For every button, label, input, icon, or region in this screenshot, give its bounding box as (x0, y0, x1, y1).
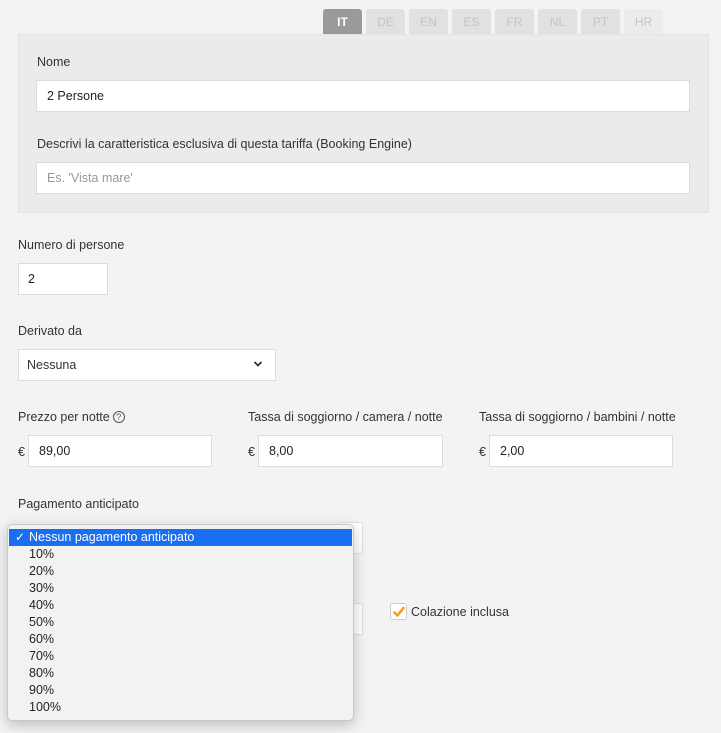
derived-select-value: Nessuna (27, 358, 77, 372)
tab-hr[interactable]: HR (624, 9, 663, 34)
tab-nl[interactable]: NL (538, 9, 577, 34)
dropdown-option[interactable]: 80% (29, 666, 55, 680)
derived-select[interactable] (18, 349, 276, 381)
tax-room-input[interactable]: 8,00 (258, 435, 443, 467)
derived-label: Derivato da (18, 324, 82, 338)
check-icon: ✓ (15, 530, 26, 544)
help-icon[interactable]: ? (113, 411, 125, 423)
tax-children-input[interactable]: 2,00 (489, 435, 673, 467)
name-label: Nome (37, 55, 71, 69)
tab-pt[interactable]: PT (581, 9, 620, 34)
tab-de[interactable]: DE (366, 9, 405, 34)
tab-fr[interactable]: FR (495, 9, 534, 34)
tax-children-currency: € (479, 445, 486, 459)
breakfast-label: Colazione inclusa (411, 605, 509, 619)
prepayment-label: Pagamento anticipato (18, 497, 139, 511)
tax-room-currency: € (248, 445, 255, 459)
price-label-text: Prezzo per notte (18, 410, 110, 424)
dropdown-option[interactable]: 90% (29, 683, 55, 697)
dropdown-option[interactable]: 50% (29, 615, 55, 629)
dropdown-option[interactable] (9, 529, 352, 546)
language-tabs (323, 9, 663, 34)
dropdown-option[interactable]: 100% (29, 700, 61, 714)
tab-it[interactable]: IT (323, 9, 362, 34)
description-label: Descrivi la caratteristica esclusiva di questa tariffa (Booking Engine) (37, 137, 412, 151)
description-input[interactable]: Es. 'Vista mare' (36, 162, 690, 194)
persons-label: Numero di persone (18, 238, 125, 252)
dropdown-option[interactable]: 40% (29, 598, 55, 612)
price-label (18, 410, 125, 424)
persons-input[interactable]: 2 (18, 263, 108, 295)
tab-es[interactable]: ES (452, 9, 491, 34)
prepayment-dropdown (7, 524, 354, 721)
price-input[interactable]: 89,00 (28, 435, 212, 467)
checkmark-icon (392, 605, 406, 619)
dropdown-option[interactable]: 20% (29, 564, 55, 578)
tax-children-label: Tassa di soggiorno / bambini / notte (479, 410, 676, 424)
name-input[interactable]: 2 Persone (36, 80, 690, 112)
dropdown-option[interactable]: 30% (29, 581, 55, 595)
dropdown-option-label: Nessun pagamento anticipato (29, 530, 195, 544)
dropdown-option[interactable]: 60% (29, 632, 55, 646)
chevron-down-icon (253, 359, 263, 369)
price-currency: € (18, 445, 25, 459)
dropdown-option[interactable]: 10% (29, 547, 55, 561)
breakfast-checkbox[interactable] (390, 603, 407, 620)
dropdown-option[interactable]: 70% (29, 649, 55, 663)
tab-en[interactable]: EN (409, 9, 448, 34)
tax-room-label: Tassa di soggiorno / camera / notte (248, 410, 443, 424)
